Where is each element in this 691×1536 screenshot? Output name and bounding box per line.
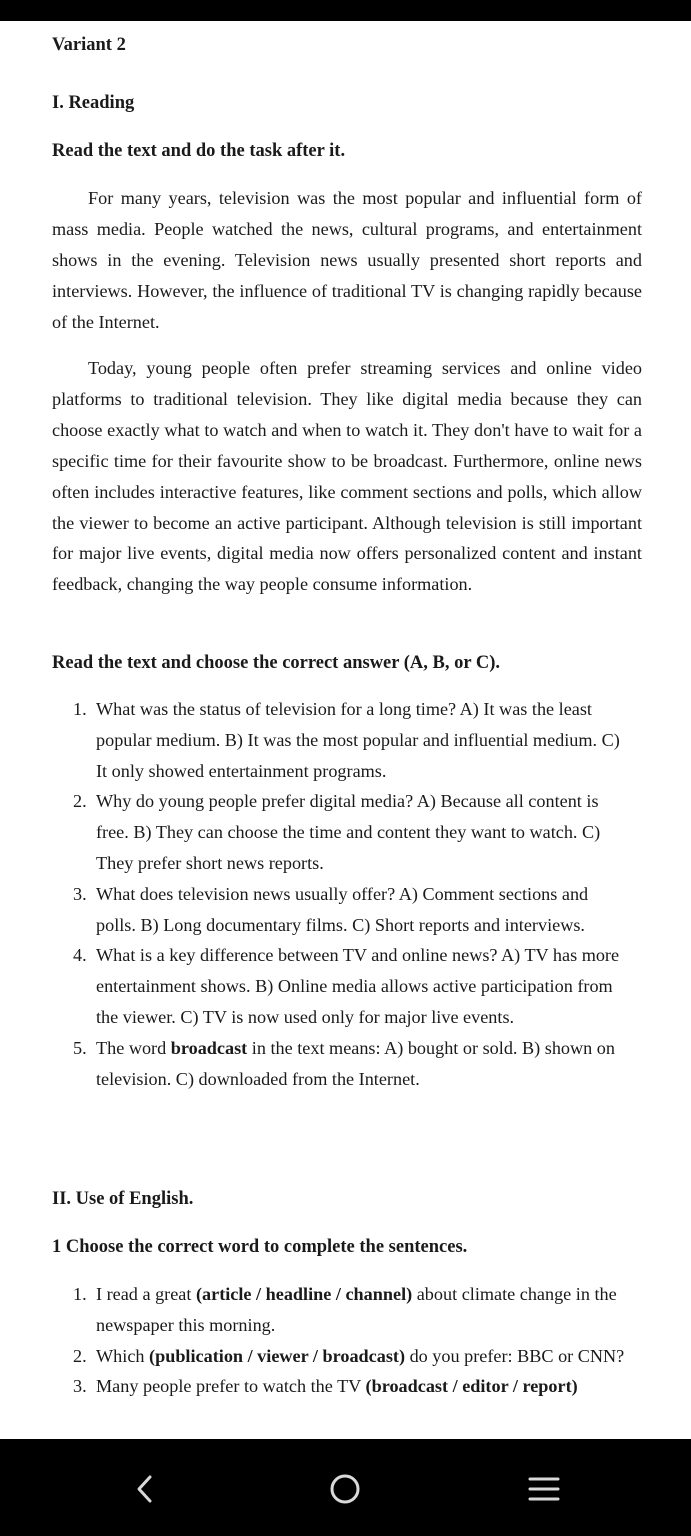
question-number: 1. xyxy=(73,699,87,719)
question-text-before: The word xyxy=(96,1037,171,1058)
list-item xyxy=(52,1341,631,1372)
question-options: (publication / viewer / broadcast) xyxy=(149,1345,406,1366)
back-button[interactable] xyxy=(124,1467,168,1511)
question-number: 1. xyxy=(73,1284,87,1304)
section-heading-use-of-english: II. Use of English. xyxy=(52,1189,194,1209)
question-options: (article / headline / channel) xyxy=(195,1284,413,1304)
reading-paragraph-2: Today, young people often prefer streaming services and online video platforms to traditional television. They like digital media because they can choose exactly what to watch and when to watch it. They don't have to wait for a specific time for their favourite show to be broadcast. Furthermore, online news often includes interactive features, like comment sections and polls, which allow the viewer to become an active participant. Although television is still important for major live events, digital media now offers personalized content and instant feedback, changing the way people consume information. xyxy=(52,358,642,595)
question-text-before: I read a great xyxy=(96,1284,196,1304)
list-item xyxy=(52,1371,631,1402)
list-item xyxy=(52,1279,631,1341)
chevron-left-icon xyxy=(134,1474,158,1504)
document-page xyxy=(0,21,691,1439)
section-heading-reading: I. Reading xyxy=(52,93,135,113)
circle-home-icon xyxy=(327,1471,363,1507)
navigation-bar xyxy=(0,1439,691,1536)
question-text-after: do you prefer: BBC or CNN? xyxy=(405,1345,625,1366)
question-number: 3. xyxy=(73,1376,87,1397)
list-item xyxy=(52,786,631,878)
question-keyword: broadcast xyxy=(170,1037,248,1058)
question-text-after: in the text means: A) bought or sold. B) shown on television. C) downloaded from the Internet. xyxy=(96,1037,615,1089)
list-item xyxy=(52,940,631,1032)
question-text: What was the status of television for a long time? A) It was the least popular medium. B) It was the most popular and influential medium. C) It only showed entertainment programs. xyxy=(96,699,620,781)
question-number: 5. xyxy=(73,1037,87,1058)
question-number: 2. xyxy=(73,791,87,812)
question-text-after: about climate change in the newspaper this morning. xyxy=(96,1284,617,1335)
english-questions-list xyxy=(52,1279,642,1402)
variant-title: Variant 2 xyxy=(52,35,126,55)
question-text: What is a key difference between TV and online news? A) TV has more entertainment shows. B) Online media allows active participation from the viewer. C) TV is now used only for major live events. xyxy=(96,945,620,1027)
question-text-before: Which xyxy=(96,1345,150,1366)
question-options: (broadcast / editor / report) xyxy=(365,1376,578,1397)
list-item xyxy=(52,1033,631,1095)
list-item xyxy=(52,694,631,786)
question-text: What does television news usually offer? A) Comment sections and polls. B) Long documentary films. C) Short reports and interviews. xyxy=(96,883,589,935)
question-number: 2. xyxy=(73,1345,87,1366)
question-number: 3. xyxy=(73,883,87,904)
status-bar xyxy=(0,0,691,21)
home-button[interactable] xyxy=(323,1467,367,1511)
task-instruction-2: Read the text and choose the correct answer (A, B, or C). xyxy=(52,653,501,673)
reading-paragraph-1: For many years, television was the most popular and influential form of mass media. People watched the news, cultural programs, and entertainment shows in the evening. Television news usually presented short reports and interviews. However, the influence of traditional TV is changing rapidly because of the Internet. xyxy=(52,188,642,332)
three-lines-recents-icon xyxy=(527,1474,561,1504)
question-text: Why do young people prefer digital media? A) Because all content is free. B) They can choose the time and content they want to watch. C) They prefer short news reports. xyxy=(96,791,601,873)
task-instruction-3: 1 Choose the correct word to complete the sentences. xyxy=(52,1237,468,1257)
question-number: 4. xyxy=(73,945,87,966)
task-instruction-1: Read the text and do the task after it. xyxy=(52,141,346,161)
reading-questions-list xyxy=(52,694,642,1094)
list-item xyxy=(52,879,631,941)
recents-button[interactable] xyxy=(522,1467,566,1511)
question-text-before: Many people prefer to watch the TV xyxy=(96,1376,366,1397)
